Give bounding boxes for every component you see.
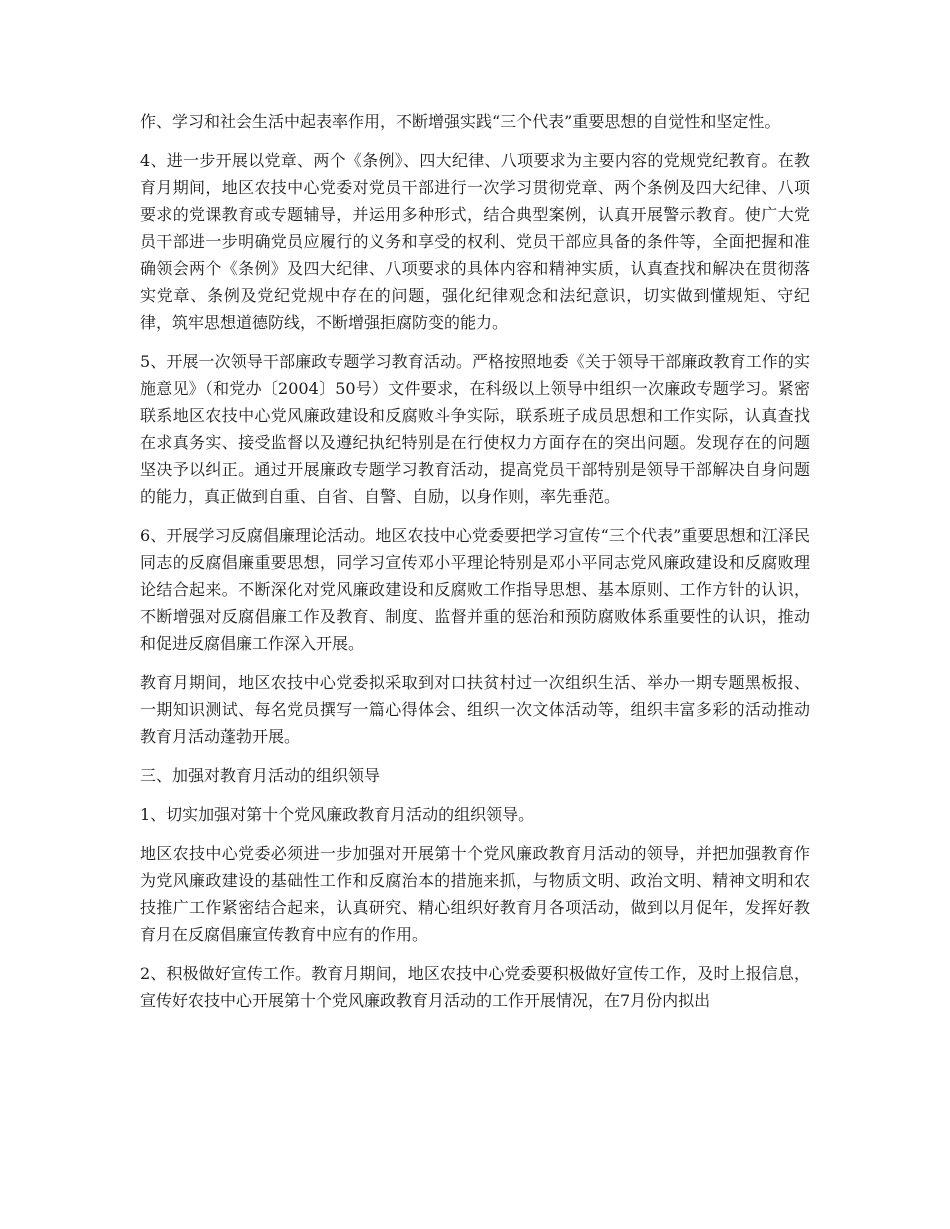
paragraph-leadership: 地区农技中心党委必须进一步加强对开展第十个党风廉政教育月活动的领导，并把加强教育作为党风廉政建设的基础性工作和反腐治本的措施来抓，与物质文明、政治文明、精神文明和农技推广工作紧密结合起来，认真研究、精心组织好教育月各项活动，做到以月促年，发挥好教育月在反腐倡廉宣传教育中应有的作用。: [140, 844, 810, 944]
paragraph-item-5: 5、开展一次领导干部廉政专题学习教育活动。严格按照地委《关于领导干部廉政教育工作的实施意见》（和党办〔2004〕50号）文件要求，在科级以上领导中组织一次廉政专题学习。紧密联系地区农技中心党风廉政建设和反腐败斗争实际，联系班子成员思想和工作实际，认真查找在求真务实、接受监督以及遵纪执纪特别是在行使权力方面存在的突出问题。发现存在的问题坚决予以纠正。通过开展廉政专题学习教育活动，提高党员干部特别是领导干部解决自身问题的能力，真正做到自重、自省、自警、自励，以身作则，率先垂范。: [140, 352, 810, 506]
paragraph-sub-1: 1、切实加强对第十个党风廉政教育月活动的组织领导。: [140, 805, 535, 824]
document-body: [140, 108, 810, 1026]
paragraph-continuation: 作、学习和社会生活中起表率作用，不断增强实践“三个代表”重要思想的自觉性和坚定性。: [140, 112, 781, 131]
section-heading-3: 三、加强对教育月活动的组织领导: [140, 766, 381, 785]
paragraph-item-6: 6、开展学习反腐倡廉理论活动。地区农技中心党委要把学习宣传“三个代表”重要思想和江泽民同志的反腐倡廉重要思想，同学习宣传邓小平理论特别是邓小平同志党风廉政建设和反腐败理论结合起来。不断深化对党风廉政建设和反腐败工作指导思想、基本原则、工作方针的认识，不断增强对反腐倡廉工作及教育、制度、监督并重的惩治和预防腐败体系重要性的认识，推动和促进反腐倡廉工作深入开展。: [140, 526, 810, 653]
paragraph-item-4: 4、进一步开展以党章、两个《条例》、四大纪律、八项要求为主要内容的党规党纪教育。在教育月期间，地区农技中心党委对党员干部进行一次学习贯彻党章、两个条例及四大纪律、八项要求的党课教育或专题辅导，并运用多种形式，结合典型案例，认真开展警示教育。使广大党员干部进一步明确党员应履行的义务和享受的权利、党员干部应具备的条件等，全面把握和准确领会两个《条例》及四大纪律、八项要求的具体内容和精神实质，认真查找和解决在贯彻落实党章、条例及党纪党规中存在的问题，强化纪律观念和法纪意识，切实做到懂规矩、守纪律，筑牢思想道德防线，不断增强拒腐防变的能力。: [140, 151, 810, 332]
paragraph-sub-2: 2、积极做好宣传工作。教育月期间，地区农技中心党委要积极做好宣传工作，及时上报信息，宣传好农技中心开展第十个党风廉政教育月活动的工作开展情况，在7月份内拟出: [140, 964, 810, 1010]
paragraph-activities: 教育月期间，地区农技中心党委拟采取到对口扶贫村过一次组织生活、举办一期专题黑板报、一期知识测试、每名党员撰写一篇心得体会、组织一次文体活动等，组织丰富多彩的活动推动教育月活动蓬勃开展。: [140, 673, 810, 746]
